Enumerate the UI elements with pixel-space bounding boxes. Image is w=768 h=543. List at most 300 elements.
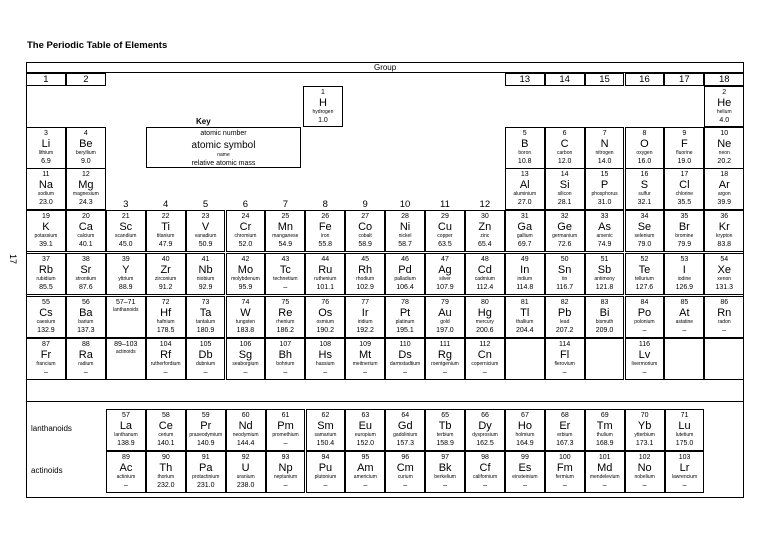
element-cell bbox=[704, 253, 744, 295]
atomic-symbol: Cf bbox=[479, 462, 491, 474]
element-cell bbox=[345, 296, 385, 338]
atomic-symbol: Ba bbox=[79, 307, 93, 319]
element-cell bbox=[385, 253, 425, 295]
atomic-mass: – bbox=[403, 369, 407, 376]
empty-cell bbox=[704, 338, 744, 380]
atomic-symbol: Cn bbox=[477, 349, 492, 361]
atomic-mass: – bbox=[682, 482, 687, 489]
atomic-mass: 54.9 bbox=[278, 241, 293, 248]
element-name: carbon bbox=[556, 150, 573, 156]
atomic-symbol: In bbox=[520, 264, 530, 276]
element-cell bbox=[305, 338, 345, 380]
element-cell bbox=[465, 296, 505, 338]
atomic-symbol: Fm bbox=[556, 462, 573, 474]
atomic-mass: – bbox=[562, 369, 567, 376]
element-cell bbox=[26, 127, 66, 169]
atomic-symbol: Hg bbox=[477, 307, 492, 319]
element-cell bbox=[425, 253, 465, 295]
atomic-symbol: Lr bbox=[679, 462, 690, 474]
atomic-symbol: Ho bbox=[517, 420, 532, 432]
atomic-number: 74 bbox=[241, 299, 250, 306]
element-name: lanthanum bbox=[114, 432, 138, 438]
element-name: aluminium bbox=[513, 191, 537, 197]
element-cell bbox=[66, 296, 106, 338]
element-cell bbox=[385, 210, 425, 252]
group-number: 6 bbox=[242, 199, 249, 210]
element-name: beryllium bbox=[75, 150, 96, 156]
atomic-number: 110 bbox=[399, 341, 411, 348]
atomic-mass: 79.0 bbox=[637, 241, 652, 248]
atomic-symbol: Md bbox=[597, 462, 613, 474]
atomic-symbol: K bbox=[42, 221, 50, 233]
element-cell bbox=[465, 451, 505, 493]
element-name: mercury bbox=[475, 319, 494, 325]
group-number: 11 bbox=[440, 199, 450, 210]
element-cell bbox=[585, 253, 625, 295]
atomic-number: 109 bbox=[359, 341, 371, 348]
group-number: 5 bbox=[202, 199, 209, 210]
element-cell bbox=[505, 296, 545, 338]
atomic-mass: – bbox=[323, 482, 328, 489]
atomic-mass: – bbox=[642, 369, 647, 376]
element-name: darmstadtium bbox=[389, 361, 421, 367]
element-name: seaborgium bbox=[232, 361, 259, 367]
element-cell bbox=[345, 409, 385, 451]
atomic-number: 40 bbox=[161, 256, 170, 263]
atomic-mass: 183.8 bbox=[236, 327, 255, 334]
atomic-symbol: No bbox=[637, 462, 652, 474]
atomic-number: 86 bbox=[720, 299, 729, 306]
element-name: radon bbox=[717, 319, 731, 325]
element-name: tungsten bbox=[235, 319, 256, 325]
atomic-number: 37 bbox=[42, 256, 50, 263]
atomic-symbol: Ge bbox=[557, 221, 572, 233]
atomic-number: 42 bbox=[241, 256, 250, 263]
atomic-mass: 127.6 bbox=[635, 284, 654, 291]
atomic-symbol: Be bbox=[79, 138, 93, 150]
atomic-symbol: Br bbox=[678, 221, 690, 233]
atomic-mass: 88.9 bbox=[118, 284, 133, 291]
atomic-number: 6 bbox=[562, 130, 567, 137]
atomic-mass: – bbox=[203, 369, 208, 376]
atomic-mass: – bbox=[403, 482, 408, 489]
element-name: xenon bbox=[717, 276, 732, 282]
element-cell bbox=[106, 451, 146, 493]
atomic-number: 76 bbox=[321, 299, 330, 306]
atomic-number: 101 bbox=[598, 454, 611, 461]
atomic-symbol: Ni bbox=[399, 221, 411, 233]
element-name: iron bbox=[321, 233, 330, 239]
element-name: fermium bbox=[555, 474, 574, 480]
key-heading: Key bbox=[196, 117, 211, 126]
atomic-mass: 92.9 bbox=[198, 284, 213, 291]
element-cell bbox=[345, 253, 385, 295]
atomic-number: 45 bbox=[361, 256, 370, 263]
atomic-symbol: Se bbox=[637, 221, 652, 233]
atomic-number: 51 bbox=[600, 256, 609, 263]
element-name: rhenium bbox=[276, 319, 295, 325]
element-name: astatine bbox=[675, 319, 694, 325]
atomic-mass: 162.5 bbox=[476, 440, 494, 447]
atomic-number: 24 bbox=[241, 213, 250, 220]
element-cell bbox=[664, 168, 704, 210]
atomic-number: 72 bbox=[161, 299, 170, 306]
element-name: zinc bbox=[480, 233, 490, 239]
atomic-number: 75 bbox=[281, 299, 290, 306]
atomic-mass: 112.4 bbox=[476, 284, 494, 291]
atomic-number: 114 bbox=[559, 341, 571, 348]
atomic-number: 94 bbox=[321, 454, 330, 461]
atomic-number: 87 bbox=[42, 341, 50, 348]
atomic-number: 33 bbox=[600, 213, 609, 220]
atomic-symbol: Tm bbox=[596, 420, 613, 432]
element-cell bbox=[664, 210, 704, 252]
element-name: lawrencium bbox=[671, 474, 698, 480]
atomic-number: 16 bbox=[640, 171, 649, 178]
atomic-number: 111 bbox=[439, 341, 451, 348]
atomic-symbol: Bk bbox=[438, 462, 452, 474]
atomic-symbol: Kr bbox=[718, 221, 730, 233]
group-number: 7 bbox=[282, 199, 288, 210]
element-name: curium bbox=[397, 474, 413, 480]
atomic-symbol: Pu bbox=[318, 462, 333, 474]
atomic-number: 83 bbox=[600, 299, 609, 306]
atomic-number: 25 bbox=[281, 213, 290, 220]
atomic-symbol: Cd bbox=[477, 264, 492, 276]
atomic-symbol: Cu bbox=[437, 221, 452, 233]
element-cell bbox=[465, 409, 505, 451]
atomic-number: 80 bbox=[480, 299, 489, 306]
atomic-symbol: Ir bbox=[361, 307, 369, 319]
atomic-symbol: N bbox=[600, 138, 609, 150]
group-number: 18 bbox=[704, 73, 744, 86]
element-name: barium bbox=[78, 319, 94, 325]
element-name: bismuth bbox=[595, 319, 614, 325]
atomic-mass: – bbox=[642, 327, 647, 334]
atomic-number: 20 bbox=[81, 213, 90, 220]
element-cell bbox=[146, 296, 186, 338]
element-name: antimony bbox=[594, 276, 615, 282]
element-name: helium bbox=[716, 109, 732, 115]
element-cell bbox=[26, 253, 66, 295]
element-cell bbox=[66, 210, 106, 252]
element-name: hydrogen bbox=[312, 109, 334, 115]
atomic-number: 60 bbox=[241, 412, 250, 419]
element-cell bbox=[385, 338, 425, 380]
atomic-symbol: Tb bbox=[438, 420, 452, 432]
key-line1: atomic number bbox=[200, 130, 247, 137]
atomic-mass: 152.0 bbox=[356, 440, 375, 447]
atomic-number: 35 bbox=[680, 213, 689, 220]
atomic-mass: 144.4 bbox=[236, 440, 255, 447]
atomic-number: 99 bbox=[521, 454, 529, 461]
atomic-symbol: I bbox=[682, 264, 686, 276]
atomic-symbol: Ra bbox=[78, 349, 93, 361]
atomic-symbol: Zr bbox=[160, 264, 171, 276]
element-cell bbox=[26, 210, 66, 252]
element-cell bbox=[66, 168, 106, 210]
atomic-symbol: Ne bbox=[717, 138, 732, 150]
atomic-number: 11 bbox=[42, 171, 50, 178]
element-name: hafnium bbox=[156, 319, 175, 325]
atomic-number: 89 bbox=[122, 454, 130, 461]
element-cell bbox=[545, 127, 585, 169]
element-cell bbox=[465, 253, 505, 295]
group-number: 12 bbox=[479, 199, 491, 210]
atomic-symbol: Lu bbox=[678, 420, 691, 432]
atomic-mass: 91.2 bbox=[158, 284, 173, 291]
element-cell bbox=[186, 409, 226, 451]
atomic-mass: 140.1 bbox=[157, 440, 175, 447]
atomic-mass: – bbox=[123, 482, 128, 489]
element-name: calcium bbox=[77, 233, 95, 239]
atomic-symbol: Nb bbox=[198, 264, 213, 276]
atomic-symbol: Zn bbox=[478, 221, 492, 233]
element-cell bbox=[66, 253, 106, 295]
element-name: sodium bbox=[37, 191, 54, 197]
atomic-symbol: Rh bbox=[358, 264, 373, 276]
atomic-symbol: Nd bbox=[238, 420, 253, 432]
series-range: 57–71 bbox=[116, 299, 136, 306]
element-name: cerium bbox=[158, 432, 174, 438]
element-name: flerovium bbox=[554, 361, 575, 367]
atomic-symbol: Sb bbox=[597, 264, 612, 276]
atomic-mass: 31.0 bbox=[597, 199, 612, 206]
atomic-mass: 197.0 bbox=[436, 327, 454, 334]
atomic-symbol: Cs bbox=[39, 307, 53, 319]
atomic-number: 88 bbox=[81, 341, 90, 348]
element-name: iridium bbox=[357, 319, 373, 325]
element-cell bbox=[345, 210, 385, 252]
atomic-symbol: Rn bbox=[717, 307, 732, 319]
atomic-number: 55 bbox=[42, 299, 50, 306]
atomic-mass: – bbox=[443, 482, 448, 489]
atomic-number: 32 bbox=[560, 213, 569, 220]
atomic-symbol: Au bbox=[438, 307, 452, 319]
atomic-number: 15 bbox=[600, 171, 609, 178]
atomic-symbol: Hs bbox=[318, 349, 332, 361]
element-cell bbox=[585, 296, 625, 338]
atomic-mass: – bbox=[43, 369, 48, 376]
atomic-mass: – bbox=[682, 327, 687, 334]
element-cell bbox=[545, 253, 585, 295]
atomic-mass: – bbox=[283, 482, 288, 489]
atomic-number: 103 bbox=[678, 454, 691, 461]
element-name: plutonium bbox=[314, 474, 337, 480]
atomic-mass: 232.0 bbox=[157, 482, 175, 489]
element-cell bbox=[146, 409, 186, 451]
element-cell bbox=[26, 296, 66, 338]
group-number: 17 bbox=[664, 73, 704, 86]
atomic-mass: – bbox=[323, 369, 328, 376]
atomic-number: 39 bbox=[121, 256, 130, 263]
element-cell bbox=[146, 338, 186, 380]
atomic-number: 100 bbox=[558, 454, 571, 461]
atomic-symbol: Es bbox=[518, 462, 532, 474]
atomic-symbol: Al bbox=[519, 179, 530, 191]
element-name: tellurium bbox=[634, 276, 654, 282]
element-cell bbox=[106, 253, 146, 295]
element-cell bbox=[26, 338, 66, 380]
empty-cell bbox=[585, 338, 625, 380]
atomic-number: 79 bbox=[441, 299, 449, 306]
atomic-mass: 190.2 bbox=[316, 327, 334, 334]
element-cell bbox=[625, 451, 665, 493]
atomic-symbol: Te bbox=[638, 264, 651, 276]
series-range: 89–103 bbox=[114, 341, 138, 348]
element-name: chromium bbox=[234, 233, 257, 239]
atomic-mass: – bbox=[83, 369, 88, 376]
atomic-mass: – bbox=[602, 482, 607, 489]
atomic-number: 69 bbox=[600, 412, 609, 419]
element-name: rutherfordium bbox=[150, 361, 181, 367]
atomic-symbol: Na bbox=[38, 179, 53, 191]
element-cell bbox=[505, 210, 545, 252]
element-name: bohrium bbox=[276, 361, 295, 367]
group-number: 1 bbox=[26, 73, 66, 86]
atomic-mass: 138.9 bbox=[117, 440, 135, 447]
element-cell bbox=[425, 451, 465, 493]
atomic-symbol: Yb bbox=[637, 420, 652, 432]
element-cell bbox=[665, 451, 705, 493]
atomic-symbol: Cr bbox=[239, 221, 252, 233]
element-cell bbox=[226, 409, 266, 451]
atomic-number: 14 bbox=[560, 171, 569, 178]
element-cell bbox=[425, 296, 465, 338]
element-name: hassium bbox=[315, 361, 335, 367]
element-name: gallium bbox=[516, 233, 533, 239]
atomic-symbol: B bbox=[521, 138, 529, 150]
atomic-mass: 1.0 bbox=[318, 117, 328, 124]
group-number: 15 bbox=[585, 73, 625, 86]
atomic-mass: 16.0 bbox=[637, 158, 652, 165]
element-cell bbox=[425, 338, 465, 380]
element-name: mendelevium bbox=[589, 474, 620, 480]
element-cell bbox=[305, 210, 345, 252]
element-name: lead bbox=[559, 319, 570, 325]
series-label: lanthanoids bbox=[112, 307, 139, 313]
atomic-symbol: Ca bbox=[78, 221, 93, 233]
atomic-number: 90 bbox=[161, 454, 170, 461]
atomic-number: 48 bbox=[480, 256, 489, 263]
element-cell bbox=[505, 253, 545, 295]
group-number: 16 bbox=[625, 73, 665, 86]
atomic-symbol: Pb bbox=[557, 307, 572, 319]
element-cell bbox=[505, 127, 545, 169]
atomic-number: 57 bbox=[122, 412, 130, 419]
atomic-symbol: Hf bbox=[160, 307, 172, 319]
element-cell bbox=[385, 409, 425, 451]
atomic-symbol: Th bbox=[159, 462, 173, 474]
atomic-mass: 101.1 bbox=[316, 284, 334, 291]
element-cell bbox=[303, 86, 343, 127]
atomic-symbol: Np bbox=[278, 462, 293, 474]
atomic-number: 116 bbox=[638, 341, 651, 348]
element-cell bbox=[306, 409, 346, 451]
atomic-symbol: Rg bbox=[437, 349, 452, 361]
atomic-symbol: Pd bbox=[398, 264, 412, 276]
element-cell bbox=[385, 451, 425, 493]
atomic-mass: 131.3 bbox=[715, 284, 733, 291]
element-name: ytterbium bbox=[634, 432, 655, 438]
element-cell bbox=[625, 296, 665, 338]
element-cell bbox=[305, 296, 345, 338]
element-name: cobalt bbox=[358, 233, 372, 239]
atomic-mass: – bbox=[163, 369, 168, 376]
atomic-number: 62 bbox=[321, 412, 330, 419]
atomic-number: 98 bbox=[481, 454, 489, 461]
atomic-symbol: Eu bbox=[358, 420, 373, 432]
atomic-number: 63 bbox=[361, 412, 370, 419]
atomic-mass: 116.7 bbox=[556, 284, 574, 291]
atomic-symbol: S bbox=[640, 179, 649, 191]
atomic-symbol: Mg bbox=[78, 179, 94, 191]
element-name: cadmium bbox=[474, 276, 495, 282]
element-name: dysprosium bbox=[472, 432, 498, 438]
atomic-mass: 32.1 bbox=[637, 199, 652, 206]
element-cell bbox=[425, 409, 465, 451]
atomic-number: 28 bbox=[401, 213, 409, 220]
element-cell bbox=[585, 210, 625, 252]
element-name: neodymium bbox=[232, 432, 259, 438]
atomic-symbol: Ac bbox=[119, 462, 133, 474]
atomic-number: 22 bbox=[161, 213, 170, 220]
atomic-symbol: Ti bbox=[161, 221, 171, 233]
element-name: thulium bbox=[596, 432, 613, 438]
atomic-number: 77 bbox=[361, 299, 370, 306]
atomic-mass: 20.2 bbox=[717, 158, 732, 165]
element-cell bbox=[625, 338, 665, 380]
element-name: silicon bbox=[557, 191, 572, 197]
element-name: platinum bbox=[395, 319, 415, 325]
element-name: livermorium bbox=[631, 361, 658, 367]
element-cell bbox=[385, 296, 425, 338]
group-number: 14 bbox=[545, 73, 585, 86]
atomic-symbol: Os bbox=[318, 307, 333, 319]
element-name: neptunium bbox=[273, 474, 298, 480]
atomic-mass: – bbox=[363, 369, 368, 376]
element-name: dubnium bbox=[195, 361, 216, 367]
atomic-symbol: Tc bbox=[279, 264, 291, 276]
element-cell bbox=[545, 168, 585, 210]
atomic-mass: – bbox=[243, 369, 248, 376]
element-cell bbox=[66, 127, 106, 169]
atomic-mass: 107.9 bbox=[436, 284, 454, 291]
element-name: nitrogen bbox=[595, 150, 614, 156]
element-name: praseodymium bbox=[189, 432, 223, 438]
atomic-number: 30 bbox=[480, 213, 489, 220]
element-name: nobelium bbox=[634, 474, 655, 480]
group-number: 13 bbox=[505, 73, 545, 86]
atomic-number: 64 bbox=[401, 412, 410, 419]
element-cell bbox=[186, 451, 226, 493]
atomic-number: 112 bbox=[479, 341, 491, 348]
atomic-symbol: Rb bbox=[38, 264, 53, 276]
element-name: molybdenum bbox=[231, 276, 260, 282]
atomic-number: 46 bbox=[401, 256, 409, 263]
atomic-mass: 9.0 bbox=[80, 158, 91, 165]
atomic-mass: 50.9 bbox=[198, 241, 213, 248]
atomic-number: 38 bbox=[81, 256, 90, 263]
atomic-number: 82 bbox=[560, 299, 569, 306]
atomic-number: 7 bbox=[602, 130, 607, 137]
atomic-symbol: Y bbox=[122, 264, 130, 276]
atomic-number: 47 bbox=[441, 256, 449, 263]
atomic-mass: 167.3 bbox=[556, 440, 574, 447]
element-cell bbox=[265, 253, 305, 295]
atomic-mass: 137.3 bbox=[77, 327, 95, 334]
atomic-symbol: Ta bbox=[199, 307, 212, 319]
